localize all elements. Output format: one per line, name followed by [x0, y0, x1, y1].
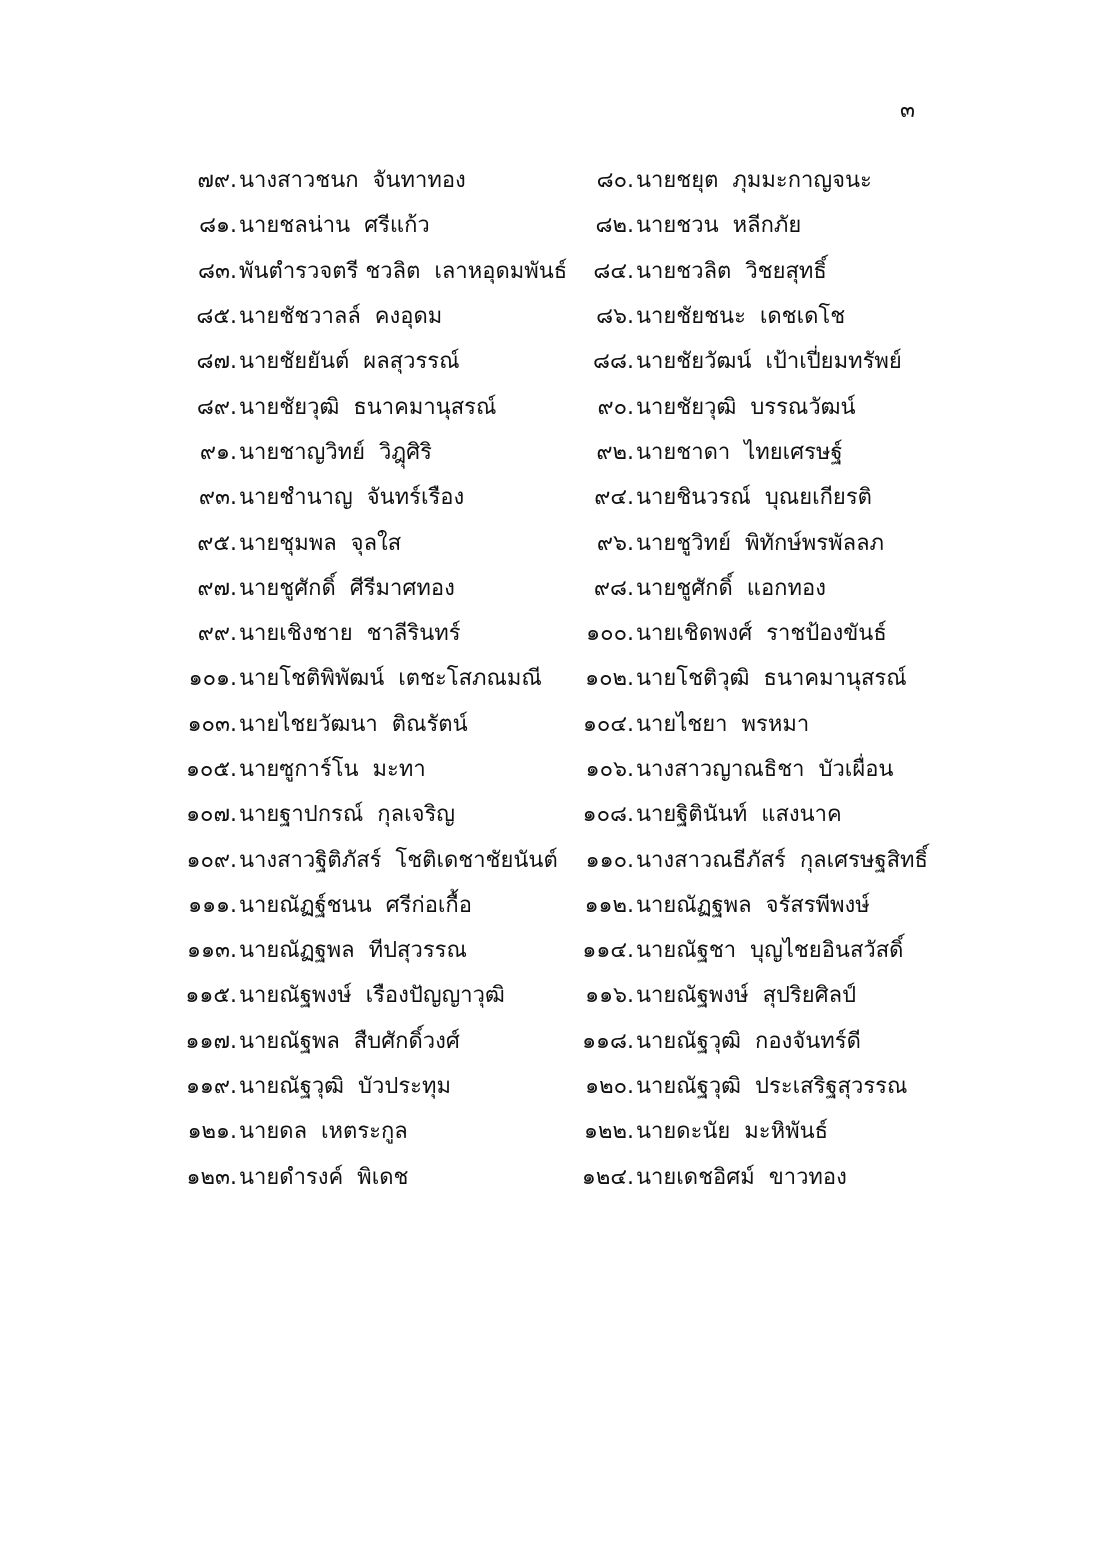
list-row: [0, 610, 1101, 655]
member-name: นายเดชอิศม์ ขาวทอง: [636, 1164, 847, 1190]
list-item: [577, 842, 1057, 877]
member-name: นายณัฐวุฒิ ประเสริฐสุวรรณ: [636, 1074, 908, 1100]
member-name: นางสาวชนก จันทาทอง: [239, 168, 466, 194]
item-number: ๑๐๓.: [187, 711, 237, 737]
member-name: นายณัฐชา บุญไชยอินสวัสดิ์: [636, 938, 904, 964]
list-item: [577, 479, 1057, 514]
item-number: ๙๘.: [593, 575, 634, 601]
item-number: ๘๐.: [596, 168, 634, 194]
item-number: ๘๘.: [593, 349, 634, 375]
list-item: [577, 525, 1057, 560]
item-number: ๙๓.: [198, 485, 237, 511]
item-number: ๑๑๗.: [185, 1028, 237, 1054]
member-name: นายดำรงค์ พิเดช: [239, 1164, 409, 1190]
member-name: นายเชิงชาย ชาลีรินทร์: [239, 621, 461, 647]
member-name: นายดะนัย มะหิพันธ์: [636, 1119, 829, 1145]
list-row: [0, 791, 1101, 836]
item-number: ๑๐๒.: [585, 666, 634, 692]
item-number: ๑๒๐.: [585, 1074, 634, 1100]
list-item: [0, 253, 577, 288]
member-name: นายณัฏฐพล ทีปสุวรรณ: [239, 938, 467, 964]
list-item: [0, 796, 577, 831]
item-number: ๑๐๖.: [585, 757, 634, 782]
item-number: ๑๑๕.: [185, 983, 237, 1009]
item-number: ๑๐๙.: [186, 847, 237, 873]
list-item: [0, 343, 577, 378]
member-name: นายณัฐพล สืบศักดิ์วงศ์: [239, 1028, 460, 1054]
list-item: [577, 570, 1057, 605]
item-number: ๑๐๐.: [586, 621, 634, 647]
list-row: [0, 202, 1101, 247]
member-name: นายชวน หลีกภัย: [636, 213, 802, 239]
list-item: [577, 1113, 1057, 1148]
item-number: ๑๐๑.: [188, 666, 237, 692]
list-row: [0, 655, 1101, 700]
list-item: [577, 660, 1057, 695]
list-item: [0, 570, 577, 605]
list-row: [0, 519, 1101, 564]
list-item: [0, 389, 577, 424]
name-list: [0, 157, 1101, 1199]
item-number: ๑๐๗.: [186, 802, 237, 828]
member-name: นายดล เหตระกูล: [239, 1119, 408, 1145]
member-name: นายฐิตินันท์ แสงนาค: [636, 802, 842, 828]
list-row: [0, 383, 1101, 428]
list-item: [0, 479, 577, 514]
member-name: นายชัชวาลล์ คงอุดม: [239, 304, 443, 330]
member-name: นายไชยวัฒนา ติณรัตน์: [239, 711, 468, 737]
list-row: [0, 1108, 1101, 1153]
item-number: ๘๕.: [196, 304, 237, 330]
member-name: นายชำนาญ จันทร์เรือง: [239, 485, 465, 511]
list-item: [0, 1113, 577, 1148]
member-name: นายชาดา ไทยเศรษฐ์: [636, 439, 843, 465]
list-item: [0, 887, 577, 922]
item-number: ๘๙.: [196, 394, 237, 420]
list-item: [0, 932, 577, 967]
member-name: นายซูการ์โน มะทา: [239, 757, 426, 782]
list-row: [0, 972, 1101, 1017]
list-item: [0, 1023, 577, 1058]
member-name: นายเชิดพงศ์ ราชป้องขันธ์: [636, 621, 887, 647]
list-row: [0, 248, 1101, 293]
item-number: ๑๒๑.: [187, 1119, 237, 1145]
item-number: ๑๒๒.: [584, 1119, 634, 1145]
item-number: ๑๒๓.: [186, 1164, 237, 1190]
list-item: [577, 706, 1057, 741]
member-name: นายณัฏฐ์ชนน ศรีก่อเกื้อ: [239, 892, 472, 918]
member-name: นายโชติพิพัฒน์ เตชะโสภณมณี: [239, 666, 542, 692]
list-row: [0, 1063, 1101, 1108]
list-item: [0, 660, 577, 695]
list-row: [0, 157, 1101, 202]
item-number: ๑๑๑.: [188, 892, 237, 918]
member-name: นายชูศักดิ์ แอกทอง: [636, 575, 826, 601]
list-row: [0, 1018, 1101, 1063]
list-item: [577, 253, 1057, 288]
item-number: ๙๗.: [197, 575, 237, 601]
member-name: นายชัยวัฒน์ เป้าเปี่ยมทรัพย์: [636, 349, 902, 375]
member-name: นายณัฏฐพล จรัสรพีพงษ์: [636, 892, 870, 918]
list-row: [0, 836, 1101, 881]
member-name: นายณัฐพงษ์ สุปริยศิลป์: [636, 983, 857, 1009]
member-name: นายโชติวุฒิ ธนาคมานุสรณ์: [636, 666, 907, 692]
item-number: ๘๓.: [197, 258, 237, 284]
list-item: [577, 343, 1057, 378]
list-item: [0, 525, 577, 560]
page-number: ๓: [900, 98, 916, 123]
list-item: [577, 1068, 1057, 1103]
member-name: นายชูวิทย์ พิทักษ์พรพัลลภ: [636, 530, 885, 556]
list-item: [577, 1023, 1057, 1058]
list-row: [0, 474, 1101, 519]
item-number: ๑๑๓.: [187, 938, 237, 964]
list-item: [577, 389, 1057, 424]
item-number: ๘๑.: [199, 213, 237, 239]
list-item: [577, 162, 1057, 197]
list-row: [0, 565, 1101, 610]
list-item: [0, 434, 577, 469]
list-row: [0, 1154, 1101, 1199]
item-number: ๑๐๕.: [185, 757, 237, 782]
item-number: ๑๑๘.: [582, 1028, 634, 1054]
item-number: ๙๐.: [597, 394, 634, 420]
item-number: ๙๕.: [197, 530, 237, 556]
member-name: นายไชยา พรหมา: [636, 711, 810, 737]
list-item: [577, 1159, 1057, 1194]
list-item: [0, 162, 577, 197]
list-item: [577, 751, 1057, 786]
member-name: นางสาวญาณธิชา บัวเผื่อน: [636, 757, 894, 782]
item-number: ๑๐๔.: [582, 711, 634, 737]
item-number: ๘๖.: [596, 304, 634, 330]
item-number: ๘๔.: [593, 258, 634, 284]
list-row: [0, 429, 1101, 474]
member-name: นายชุมพล จุลใส: [239, 530, 402, 556]
member-name: นายฐาปกรณ์ กุลเจริญ: [239, 802, 456, 828]
item-number: ๑๑๒.: [584, 892, 634, 918]
member-name: นายชูศักดิ์ ศีรีมาศทอง: [239, 575, 455, 601]
list-item: [577, 207, 1057, 242]
item-number: ๙๑.: [199, 439, 237, 465]
list-item: [0, 842, 577, 877]
item-number: ๙๖.: [596, 530, 634, 556]
list-item: [577, 615, 1057, 650]
list-item: [0, 207, 577, 242]
item-number: ๘๒.: [595, 213, 634, 239]
list-item: [0, 1068, 577, 1103]
list-item: [0, 751, 577, 786]
member-name: นายชินวรณ์ บุณยเกียรติ: [636, 485, 872, 511]
item-number: ๙๒.: [596, 439, 634, 465]
list-item: [0, 298, 577, 333]
list-item: [0, 1159, 577, 1194]
list-item: [577, 434, 1057, 469]
item-number: ๑๑๐.: [585, 847, 634, 873]
item-number: ๘๗.: [196, 349, 237, 375]
item-number: ๑๒๔.: [581, 1164, 634, 1190]
item-number: ๑๑๙.: [185, 1074, 237, 1100]
member-name: นายชัยยันต์ ผลสุวรรณ์: [239, 349, 460, 375]
item-number: ๙๔.: [594, 485, 634, 511]
member-name: นายณัฐวุฒิ บัวประทุม: [239, 1074, 451, 1100]
member-name: นายณัฐพงษ์ เรืองปัญญาวุฒิ: [239, 983, 505, 1009]
member-name: นางสาวณธีภัสร์ กุลเศรษฐสิทธิ์: [636, 847, 928, 873]
member-name: นายณัฐวุฒิ กองจันทร์ดี: [636, 1028, 861, 1054]
list-item: [0, 615, 577, 650]
list-row: [0, 338, 1101, 383]
list-item: [0, 977, 577, 1012]
member-name: นายชัยชนะ เดชเดโช: [636, 304, 846, 330]
list-item: [0, 706, 577, 741]
list-item: [577, 932, 1057, 967]
list-row: [0, 882, 1101, 927]
list-item: [577, 796, 1057, 831]
item-number: ๑๑๔.: [582, 938, 634, 964]
member-name: นายชัยวุฒิ บรรณวัฒน์: [636, 394, 856, 420]
list-item: [577, 887, 1057, 922]
list-row: [0, 701, 1101, 746]
member-name: นายชวลิต วิชยสุทธิ์: [636, 258, 827, 284]
member-name: นายชาญวิทย์ วิฎุศิริ: [239, 439, 432, 465]
item-number: ๑๑๖.: [585, 983, 634, 1009]
list-item: [577, 298, 1057, 333]
item-number: ๙๙.: [197, 621, 237, 647]
member-name: พันตำรวจตรี ชวลิต เลาหอุดมพันธ์: [239, 258, 568, 284]
item-number: ๑๐๘.: [582, 802, 634, 828]
member-name: นายชยุต ภุมมะกาญจนะ: [636, 168, 872, 194]
list-row: [0, 746, 1101, 791]
item-number: ๗๙.: [197, 168, 237, 194]
list-row: [0, 293, 1101, 338]
list-row: [0, 927, 1101, 972]
member-name: นายชัยวุฒิ ธนาคมานุสรณ์: [239, 394, 497, 420]
member-name: นายชลน่าน ศรีแก้ว: [239, 213, 430, 239]
member-name: นางสาวฐิติภัสร์ โชติเดชาชัยนันต์: [239, 847, 558, 873]
list-item: [577, 977, 1057, 1012]
